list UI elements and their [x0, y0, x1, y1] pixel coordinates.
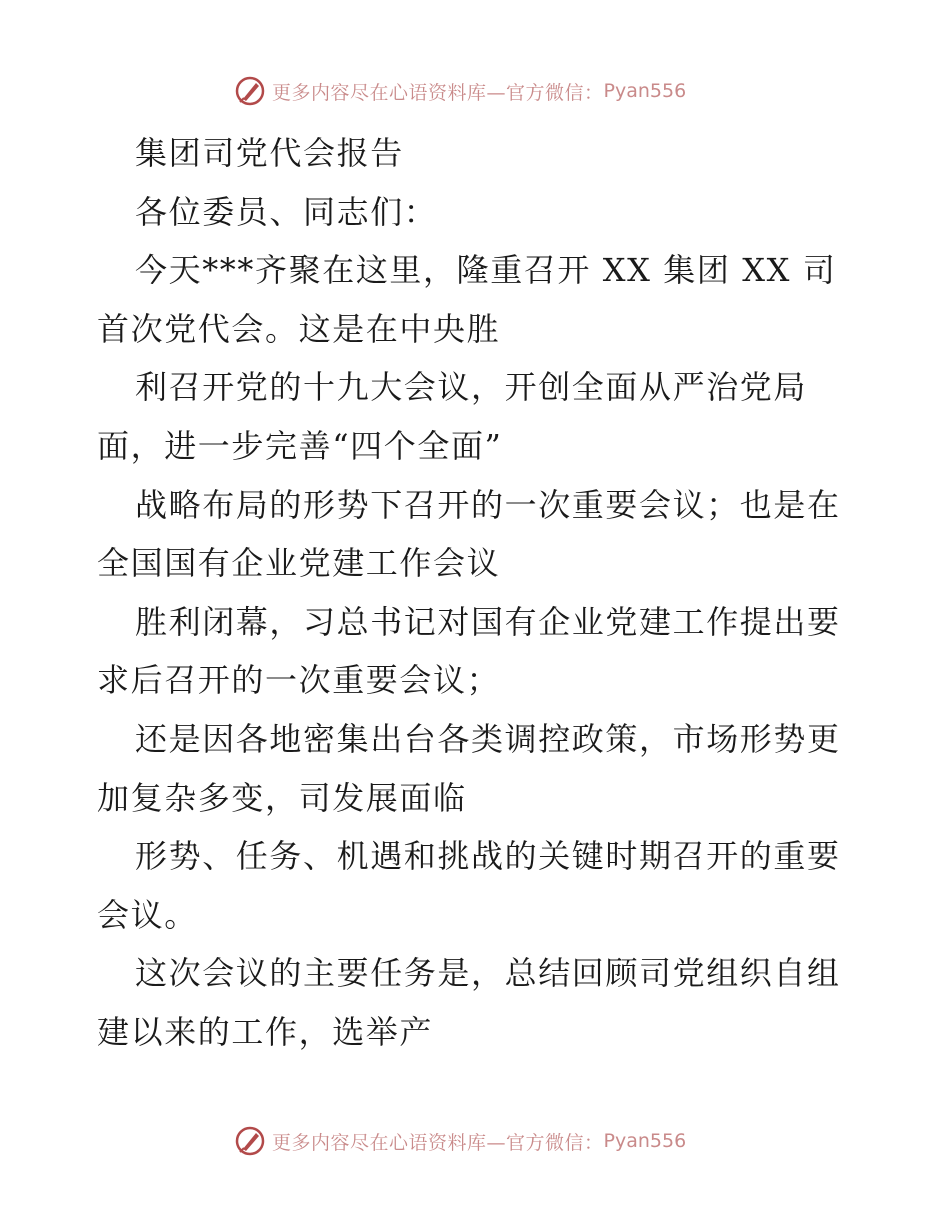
paragraph-line: 加复杂多变，司发展面临: [97, 778, 467, 817]
watermark-text: 更多内容尽在心语资料库—官方微信：: [272, 81, 604, 104]
paragraph-line: 利召开党的十九大会议，开创全面从严治党局: [135, 368, 808, 407]
header-watermark-banner: [0, 70, 950, 110]
paragraph-line: 全国国有企业党建工作会议: [97, 544, 501, 583]
paragraph-line: 会议。: [97, 895, 198, 934]
quill-pen-logo-icon: [234, 1125, 266, 1157]
paragraph-line: 首次党代会。这是在中央胜: [97, 309, 501, 348]
paragraph-line: 胜利闭幕，习总书记对国有企业党建工作提出要: [135, 602, 841, 641]
paragraph-line: 战略布局的形势下召开的一次重要会议；也是在: [135, 485, 841, 524]
wechat-id: Pyan556: [603, 80, 687, 102]
watermark-text: 更多内容尽在心语资料库—官方微信：: [272, 1131, 604, 1154]
footer-watermark-banner: [0, 1120, 950, 1160]
paragraph-line: 建以来的工作，选举产: [97, 1012, 434, 1051]
document-body: [97, 124, 857, 1062]
document-title: 集团司党代会报告: [135, 134, 404, 172]
paragraph-line: 今天***齐聚在这里，隆重召开 XX 集团 XX 司: [135, 251, 837, 290]
paragraph-line: 面，进一步完善“四个全面”: [97, 426, 503, 465]
quill-pen-logo-icon: [234, 75, 266, 107]
paragraph-line: 求后召开的一次重要会议；: [97, 661, 501, 700]
paragraph-line: 形势、任务、机遇和挑战的关键时期召开的重要: [135, 837, 841, 876]
paragraph-line: 这次会议的主要任务是，总结回顾司党组织自组: [135, 954, 841, 993]
salutation: 各位委员、同志们：: [135, 192, 438, 231]
paragraph-line: 还是因各地密集出台各类调控政策，市场形势更: [135, 719, 841, 758]
wechat-id: Pyan556: [603, 1130, 687, 1152]
